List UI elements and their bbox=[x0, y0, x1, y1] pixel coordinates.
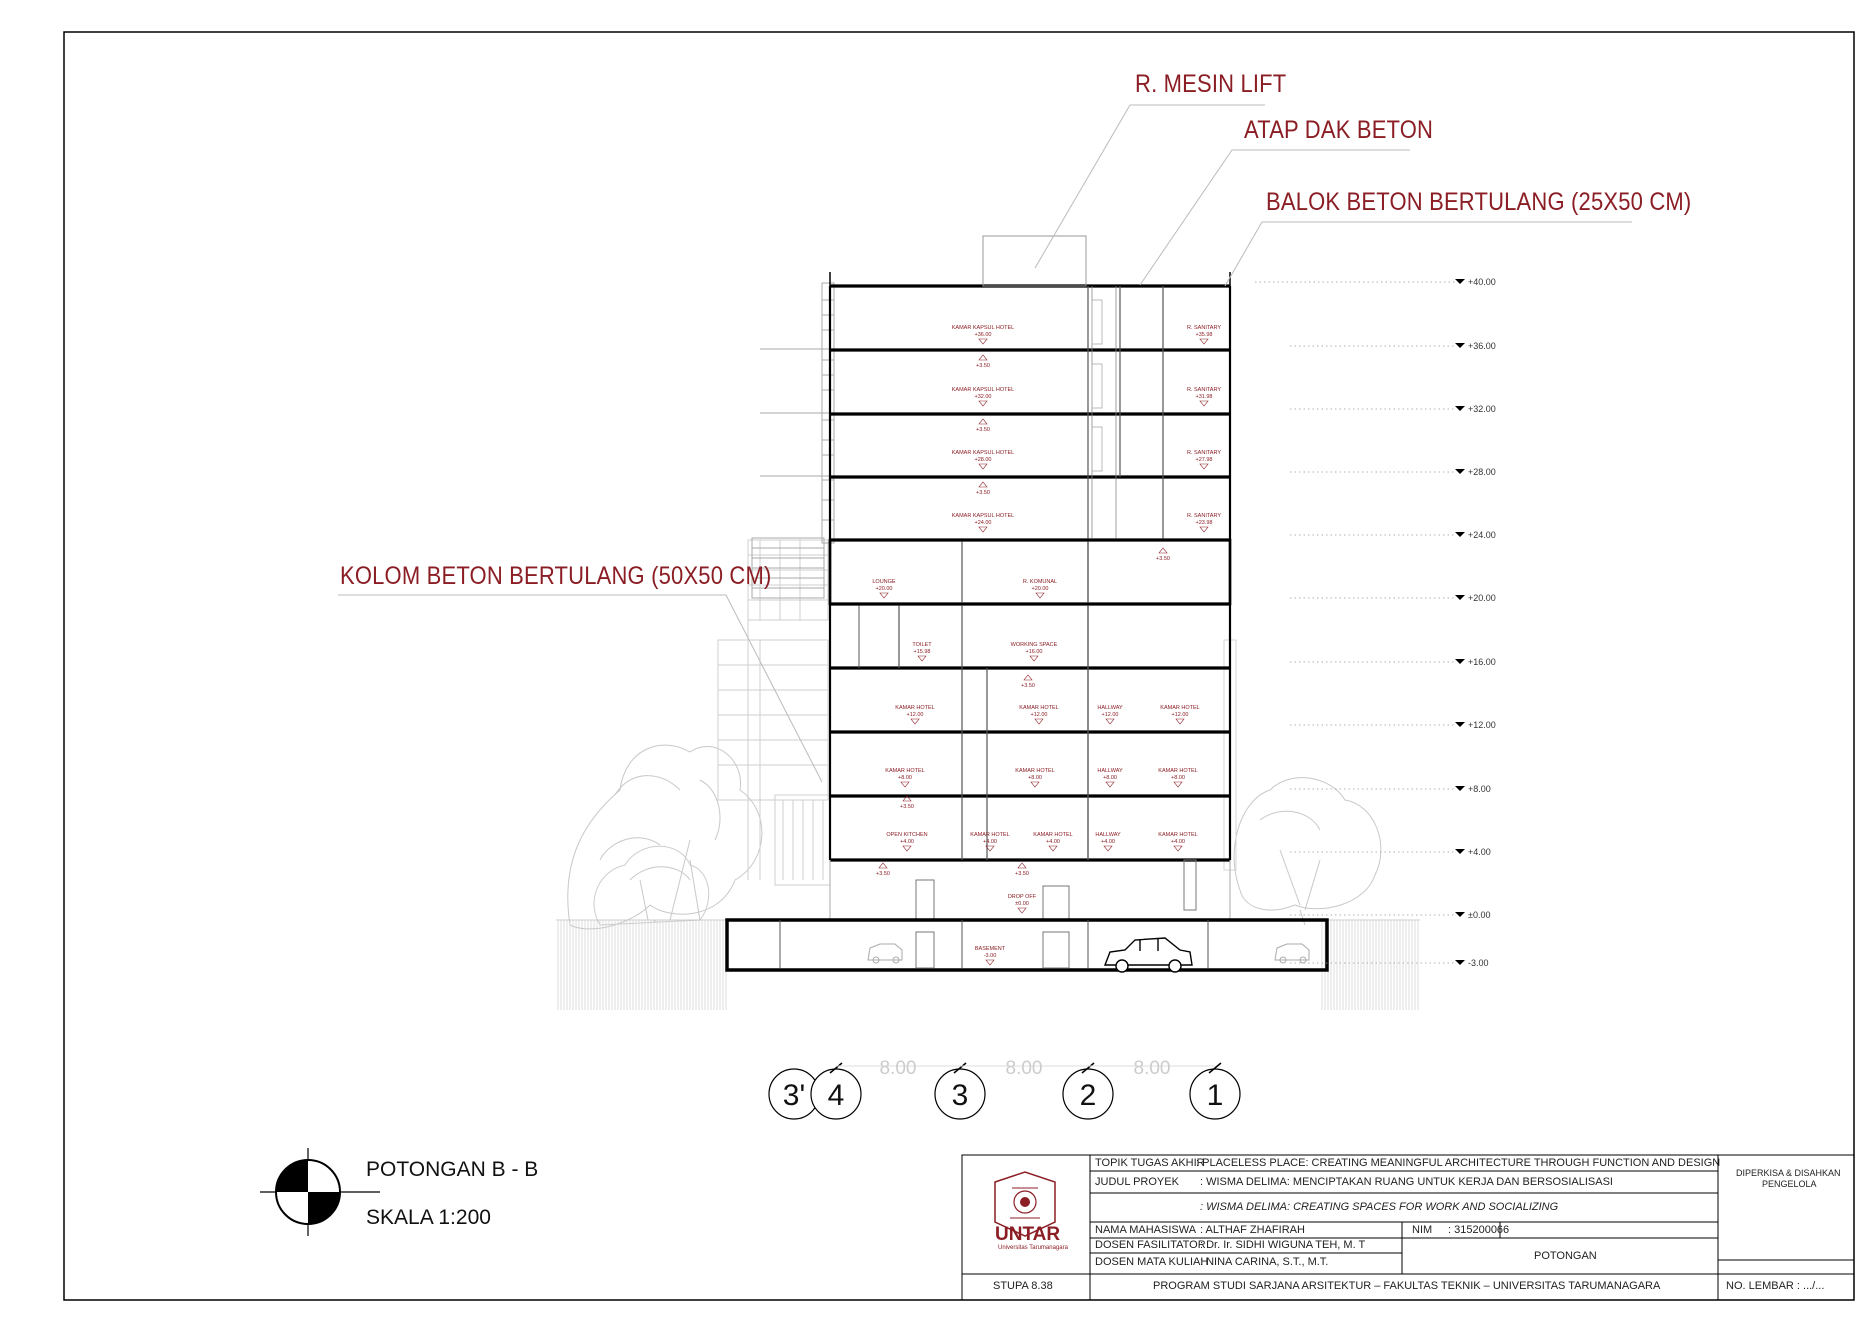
door bbox=[1184, 860, 1196, 910]
level-mark-icon bbox=[911, 719, 919, 724]
door bbox=[1043, 932, 1069, 968]
section-scale: SKALA 1:200 bbox=[366, 1206, 491, 1229]
level-mark-icon bbox=[986, 960, 994, 965]
floor-height-mark-icon bbox=[1024, 675, 1032, 680]
tb-approved-1: DIPERKISA & DISAHKAN bbox=[1736, 1168, 1841, 1178]
tb-program: PROGRAM STUDI SARJANA ARSITEKTUR – FAKULTAS TEKNIK – UNIVERSITAS TARUMANAGARA bbox=[1153, 1280, 1661, 1292]
grid-axes bbox=[769, 1058, 1240, 1119]
elevation-arrow-icon bbox=[1455, 406, 1465, 411]
floor-height-mark-icon bbox=[879, 863, 887, 868]
tb-dosen-fas-label: DOSEN FASILITATOR bbox=[1095, 1239, 1206, 1251]
level-mark-icon bbox=[1106, 782, 1114, 787]
callout-beam: BALOK BETON BERTULANG (25X50 CM) bbox=[1266, 188, 1692, 216]
callout-lift-machine: R. MESIN LIFT bbox=[1135, 70, 1287, 98]
elevation-value: +16.00 bbox=[1468, 657, 1496, 667]
level-mark-icon bbox=[903, 846, 911, 851]
room-level: +31.98 bbox=[1195, 394, 1213, 400]
level-mark-icon bbox=[880, 593, 888, 598]
elevation-value: +40.00 bbox=[1468, 277, 1496, 287]
tb-lembar: NO. LEMBAR : .../... bbox=[1726, 1280, 1825, 1292]
room-level: +27.98 bbox=[1195, 457, 1213, 463]
tb-stupa: STUPA 8.38 bbox=[993, 1280, 1053, 1292]
elevation-value: ±0.00 bbox=[1468, 910, 1491, 920]
elevation-value: +12.00 bbox=[1468, 720, 1496, 730]
room-level: +8.00 bbox=[1028, 775, 1042, 781]
room-level: +20.00 bbox=[875, 586, 893, 592]
level-mark-icon bbox=[979, 527, 987, 532]
lounge-floor bbox=[830, 540, 1230, 604]
callout-roof: ATAP DAK BETON bbox=[1244, 116, 1434, 144]
section-symbol-icon bbox=[260, 1148, 380, 1236]
room-name: KAMAR HOTEL bbox=[1015, 768, 1055, 774]
room-level: +4.00 bbox=[1171, 839, 1185, 845]
room-level: +4.00 bbox=[1101, 839, 1115, 845]
room-name: WORKING SPACE bbox=[1010, 642, 1058, 648]
elevation-arrow-icon bbox=[1455, 532, 1465, 537]
room-name: R. SANITARY bbox=[1186, 513, 1222, 519]
basement-box bbox=[727, 920, 1327, 970]
elevation-arrow-icon bbox=[1455, 912, 1465, 917]
elevation-arrow-icon bbox=[1455, 960, 1465, 965]
floor-height-mark-icon bbox=[1018, 863, 1026, 868]
grid-axis-label: 4 bbox=[827, 1079, 845, 1112]
floor-height: +3.50 bbox=[976, 490, 990, 496]
room-name: TOILET bbox=[912, 642, 932, 648]
level-mark-icon bbox=[979, 401, 987, 406]
car-ghost-right-icon bbox=[1275, 944, 1309, 963]
level-mark-icon bbox=[1104, 846, 1112, 851]
level-mark-icon bbox=[1036, 593, 1044, 598]
level-mark-icon bbox=[1018, 908, 1026, 913]
room-name: KAMAR KAPSUL HOTEL bbox=[951, 513, 1015, 519]
dimension-value: 8.00 bbox=[1005, 1058, 1043, 1079]
elevation-value: +24.00 bbox=[1468, 530, 1496, 540]
room-level: +4.00 bbox=[1046, 839, 1060, 845]
callout-column: KOLOM BETON BERTULANG (50X50 CM) bbox=[340, 562, 772, 590]
room-level: +36.00 bbox=[974, 332, 992, 338]
floor-height: +3.50 bbox=[976, 427, 990, 433]
level-mark-icon bbox=[1035, 719, 1043, 724]
level-mark-icon bbox=[979, 339, 987, 344]
room-level: ±0.00 bbox=[1015, 901, 1029, 907]
room-name: KAMAR HOTEL bbox=[1158, 768, 1198, 774]
floor-height: +3.50 bbox=[1156, 556, 1170, 562]
elevation-arrow-icon bbox=[1455, 595, 1465, 600]
room-level: +12.00 bbox=[1101, 712, 1119, 718]
door bbox=[1043, 886, 1069, 920]
window bbox=[1092, 300, 1102, 344]
room-name: R. KOMUNAL bbox=[1022, 579, 1058, 585]
floor-height: +3.50 bbox=[976, 363, 990, 369]
floor-height: +3.50 bbox=[1015, 871, 1029, 877]
room-level: +15.98 bbox=[913, 649, 931, 655]
elevation-markers bbox=[1255, 277, 1496, 968]
grid-axis-label: 3 bbox=[951, 1079, 969, 1112]
elevation-arrow-icon bbox=[1455, 469, 1465, 474]
grid-axis-label: 2 bbox=[1079, 1079, 1097, 1112]
door bbox=[916, 932, 934, 968]
room-level: +12.00 bbox=[1171, 712, 1189, 718]
elevation-value: +8.00 bbox=[1468, 784, 1491, 794]
car-icon bbox=[1105, 938, 1192, 972]
untar-logo-subtext: Universitas Tarumanagara bbox=[998, 1245, 1068, 1251]
car-ghost-left-icon bbox=[868, 944, 902, 963]
level-mark-icon bbox=[1200, 464, 1208, 469]
level-mark-icon bbox=[1030, 656, 1038, 661]
room-name: KAMAR HOTEL bbox=[1160, 705, 1200, 711]
room-level: +23.98 bbox=[1195, 520, 1213, 526]
room-level: +12.00 bbox=[1030, 712, 1048, 718]
elevation-value: +36.00 bbox=[1468, 341, 1496, 351]
elevation-value: +32.00 bbox=[1468, 404, 1496, 414]
balcony-elements bbox=[752, 283, 834, 598]
elevation-arrow-icon bbox=[1455, 343, 1465, 348]
tree-right-icon bbox=[1234, 778, 1381, 925]
room-level: +12.00 bbox=[906, 712, 924, 718]
tb-judul-label: JUDUL PROYEK bbox=[1095, 1176, 1179, 1188]
lift-machine-room bbox=[983, 236, 1086, 286]
level-mark-icon bbox=[1174, 846, 1182, 851]
building-section bbox=[727, 272, 1327, 970]
elevation-value: +20.00 bbox=[1468, 593, 1496, 603]
level-mark-icon bbox=[1200, 527, 1208, 532]
elevation-value: +28.00 bbox=[1468, 467, 1496, 477]
room-level: +20.00 bbox=[1031, 586, 1049, 592]
tb-nama-label: NAMA MAHASISWA bbox=[1095, 1224, 1197, 1236]
room-level: +35.98 bbox=[1195, 332, 1213, 338]
tb-sheet-name: POTONGAN bbox=[1534, 1250, 1597, 1262]
room-level: +32.00 bbox=[974, 394, 992, 400]
room-level: +4.00 bbox=[983, 839, 997, 845]
level-mark-icon bbox=[1106, 719, 1114, 724]
door bbox=[916, 880, 934, 920]
level-mark-icon bbox=[901, 782, 909, 787]
room-name: LOUNGE bbox=[872, 579, 896, 585]
room-name: DROP OFF bbox=[1007, 894, 1037, 900]
tb-nama-value: : ALTHAF ZHAFIRAH bbox=[1200, 1224, 1305, 1236]
room-level: +8.00 bbox=[1103, 775, 1117, 781]
tb-dosen-mk-value: : NINA CARINA, S.T., M.T. bbox=[1200, 1256, 1329, 1268]
room-name: KAMAR HOTEL bbox=[1158, 832, 1198, 838]
level-mark-icon bbox=[1031, 782, 1039, 787]
tree-left-icon bbox=[568, 745, 762, 929]
room-level: -3.00 bbox=[983, 953, 997, 959]
level-mark-icon bbox=[1174, 782, 1182, 787]
grid-axis-label: 1 bbox=[1206, 1079, 1224, 1112]
room-level: +8.00 bbox=[1171, 775, 1185, 781]
level-mark-icon bbox=[918, 656, 926, 661]
floor-height: +3.50 bbox=[876, 871, 890, 877]
room-name: KAMAR HOTEL bbox=[1019, 705, 1059, 711]
window bbox=[1092, 427, 1102, 471]
room-name: HALLWAY bbox=[1097, 705, 1123, 711]
room-labels bbox=[872, 325, 1221, 965]
room-name: KAMAR HOTEL bbox=[1033, 832, 1073, 838]
window bbox=[1092, 364, 1102, 408]
tb-dosen-fas-value: : Dr. Ir. SIDHI WIGUNA TEH, M. T bbox=[1200, 1239, 1366, 1251]
tb-nim-label: NIM bbox=[1412, 1224, 1433, 1236]
elevation-arrow-icon bbox=[1455, 786, 1465, 791]
room-level: +8.00 bbox=[898, 775, 912, 781]
level-mark-icon bbox=[1200, 339, 1208, 344]
floor-height: +3.50 bbox=[1021, 683, 1035, 689]
room-name: HALLWAY bbox=[1095, 832, 1121, 838]
room-name: KAMAR HOTEL bbox=[895, 705, 935, 711]
elevation-arrow-icon bbox=[1455, 279, 1465, 284]
level-mark-icon bbox=[1200, 401, 1208, 406]
tb-judul-value: : WISMA DELIMA: MENCIPTAKAN RUANG UNTUK KERJA DAN BERSOSIALISASI bbox=[1200, 1176, 1613, 1188]
level-mark-icon bbox=[1176, 719, 1184, 724]
room-level: +16.00 bbox=[1025, 649, 1043, 655]
grid-axis-label: 3' bbox=[782, 1079, 806, 1112]
dimension-value: 8.00 bbox=[1133, 1058, 1171, 1079]
room-name: KAMAR KAPSUL HOTEL bbox=[951, 450, 1015, 456]
untar-logo-text: UNTAR bbox=[995, 1224, 1061, 1245]
tb-dosen-mk-label: DOSEN MATA KULIAH bbox=[1095, 1256, 1209, 1268]
section-title: POTONGAN B - B bbox=[366, 1158, 539, 1181]
tb-approved-2: PENGELOLA bbox=[1762, 1179, 1817, 1189]
room-name: OPEN KITCHEN bbox=[886, 832, 928, 838]
ground-hatch-lines bbox=[558, 920, 1418, 1010]
room-name: R. SANITARY bbox=[1186, 450, 1222, 456]
room-name: R. SANITARY bbox=[1186, 387, 1222, 393]
floor-height-mark-icon bbox=[979, 355, 987, 360]
elevation-arrow-icon bbox=[1455, 722, 1465, 727]
room-name: KAMAR KAPSUL HOTEL bbox=[951, 387, 1015, 393]
room-name: HALLWAY bbox=[1097, 768, 1123, 774]
room-name: KAMAR HOTEL bbox=[885, 768, 925, 774]
floor-height-mark-icon bbox=[979, 419, 987, 424]
elevation-arrow-icon bbox=[1455, 659, 1465, 664]
room-name: R. SANITARY bbox=[1186, 325, 1222, 331]
tb-topik-value: : PLACELESS PLACE: CREATING MEANINGFUL ARCHITECTURE THROUGH FUNCTION AND DESIGN bbox=[1196, 1157, 1721, 1169]
tb-topik-label: TOPIK TUGAS AKHIR bbox=[1095, 1157, 1205, 1169]
tb-judul-value-en: : WISMA DELIMA: CREATING SPACES FOR WORK AND SOCIALIZING bbox=[1200, 1201, 1559, 1213]
room-name: BASEMENT bbox=[974, 946, 1006, 952]
floor-height: +3.50 bbox=[900, 804, 914, 810]
room-name: KAMAR KAPSUL HOTEL bbox=[951, 325, 1015, 331]
dimension-value: 8.00 bbox=[879, 1058, 917, 1079]
room-level: +4.00 bbox=[900, 839, 914, 845]
elevation-arrow-icon bbox=[1455, 849, 1465, 854]
room-level: +24.00 bbox=[974, 520, 992, 526]
background-building bbox=[718, 540, 830, 885]
level-mark-icon bbox=[1049, 846, 1057, 851]
floor-height-mark-icon bbox=[1159, 548, 1167, 553]
floor-height-mark-icon bbox=[979, 482, 987, 487]
level-mark-icon bbox=[979, 464, 987, 469]
tb-nim-value: : 315200066 bbox=[1448, 1224, 1510, 1236]
room-level: +28.00 bbox=[974, 457, 992, 463]
elevation-value: -3.00 bbox=[1468, 958, 1489, 968]
elevation-value: +4.00 bbox=[1468, 847, 1491, 857]
room-name: KAMAR HOTEL bbox=[970, 832, 1010, 838]
